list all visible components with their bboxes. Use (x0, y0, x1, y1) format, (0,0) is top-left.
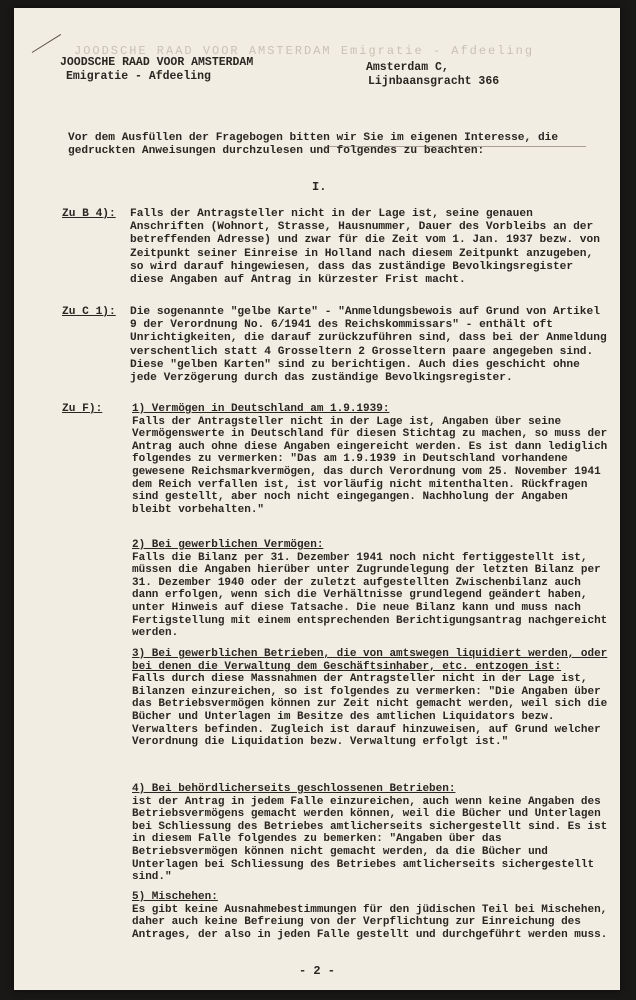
label-b4: Zu B 4): (62, 208, 116, 220)
f-section-4 (132, 783, 610, 884)
f-section-text: ist der Antrag in jedem Falle einzureichen, auch wenn keine Angaben des Betriebsvermögens gemacht werden können, weil die Bücher und Unterlagen bei Schliessung des Betriebes amtlicherseits sichergestellt sind. Es ist in diesem Falle folgendes zu bemerken: "Angaben über das Betriebsvermögen können nicht gemacht werden, da die Bücher und Unterlagen bei Schliessung des Betriebes amtlicherseits sichergestellt sind." (132, 795, 608, 884)
f-section-text: Es gibt keine Ausnahmebestimmungen für den jüdischen Teil bei Mischehen, daher auch keine Befreiung von der Verpflichtung zur Einreichung des Antrages, der also in jeden Falle gestellt und durchgeführt werden muss. (132, 903, 608, 941)
f-section-title: 2) Bei gewerblichen Vermögen: (132, 539, 324, 551)
f-section-1 (132, 403, 610, 516)
f-section-text: Falls der Antragsteller nicht in der Lage ist, Angaben über seine Vermögenswerte in Deutschland für diesen Stichtag zu machen, so muss der Antrag auch ohne diese Angaben eingereicht werden. Es ist dann lediglich folgendes zu vermerken: "Das am 1.9.1939 in Deutschland vorhandene gewesene Reichsmarkvermögen, das durch Verordnung vom 25. November 1941 dem Reich verfallen ist, ist vorläufig nicht mitenthalten. Rückfragen sind gestellt, aber noch nicht eingegangen. Nachholung der Angaben bleibt vorbehalten." (132, 415, 608, 516)
bleed-through-text: JOODSCHE RAAD VOOR AMSTERDAM Emigratie - Afdeeling (74, 44, 535, 58)
f-section-title: 3) Bei gewerblichen Betrieben, die von amtswegen liquidiert werden, oder bei denen die Verwaltung dem Geschäftsinhaber, etc. entzogen ist: (132, 648, 608, 673)
page-number: - 2 - (299, 964, 336, 978)
pencil-mark (32, 34, 61, 53)
paragraph-b4: Falls der Antragsteller nicht in der Lage ist, seine genauen Anschriften (Wohnort, Strasse, Hausnummer, Dauer des Vorbleibs an der betreffenden Adresse) und zwar für die Zeit vom 1. Jan. 1937 bezw. von Zeitpunkt seiner Einreise in Holland nach diesem Zeitpunkt anzugeben, so wird darauf hingewiesen, dass das zuständige Bevolkingsregister diese Angaben auf Antrag in kürzester Frist macht. (130, 208, 600, 287)
f-section-3 (132, 648, 610, 749)
address-street: Lijnbaansgracht 366 (368, 75, 500, 88)
intro-paragraph: Vor dem Ausfüllen der Fragebogen bitten wir Sie im eigenen Interesse, die gedruckten Anweisungen durchzulesen und folgendes zu beachten: (68, 132, 559, 157)
f-section-title: 1) Vermögen in Deutschland am 1.9.1939: (132, 403, 390, 415)
f-section-title: 4) Bei behördlicherseits geschlossenen Betrieben: (132, 783, 456, 795)
department: Emigratie - Afdeeling (66, 70, 211, 83)
f-section-5 (132, 891, 610, 941)
org-name: JOODSCHE RAAD VOOR AMSTERDAM (60, 56, 254, 69)
address-city: Amsterdam C, (366, 61, 449, 74)
pencil-underline (324, 146, 586, 147)
f-section-text: Falls durch diese Massnahmen der Antragsteller nicht in der Lage ist, Bilanzen einzureichen, so ist folgendes zu vermerken: "Die Angaben über das Betriebsvermögen können zur Zeit nicht gemacht werden, weil sich die Bücher und Unterlagen im Besitze des amtlichen Liquidators bezw. Verwalters befinden. Zugleich ist darauf hinzuweisen, auf Grund welcher Verordnung die Liquidation bezw. Verwaltung erfolgt ist." (132, 673, 608, 749)
f-section-title: 5) Mischehen: (132, 891, 218, 903)
label-f: Zu F): (62, 403, 103, 415)
document-page (14, 8, 620, 990)
f-section-2 (132, 539, 610, 640)
label-c1: Zu C 1): (62, 306, 116, 318)
f-section-text: Falls die Bilanz per 31. Dezember 1941 noch nicht fertiggestellt ist, müssen die Angaben hierüber unter Zugrundelegung der letzten Bilanz per 31. Dezember 1940 oder der zuletzt aufgestellten Zwischenbilanz auch dann erfolgen, wenn sich die Verhältnisse grundlegend geändert haben, unter Hinweis auf diese Tatsache. Die neue Bilanz kann und muss nach Fertigstellung mit einem entsprechenden Berichtigungsantrag nachgereicht werden. (132, 551, 608, 640)
section-numeral: I. (312, 180, 327, 194)
paragraph-c1: Die sogenannte "gelbe Karte" - "Anmeldungsbewois auf Grund von Artikel 9 der Verordnung No. 6/1941 des Reichskommissars" - enthält oft Unrichtigkeiten, die darauf zurückzuführen sind, dass bei der Anmeldung verschentlich statt 4 Grosseltern 2 Grosseltern paare angegeben sind. Diese "gelben Karten" sind zu berichtigen. Auch dies geschicht ohne jede Verzögerung durch das zuständige Bevolkingsregister. (130, 306, 607, 385)
